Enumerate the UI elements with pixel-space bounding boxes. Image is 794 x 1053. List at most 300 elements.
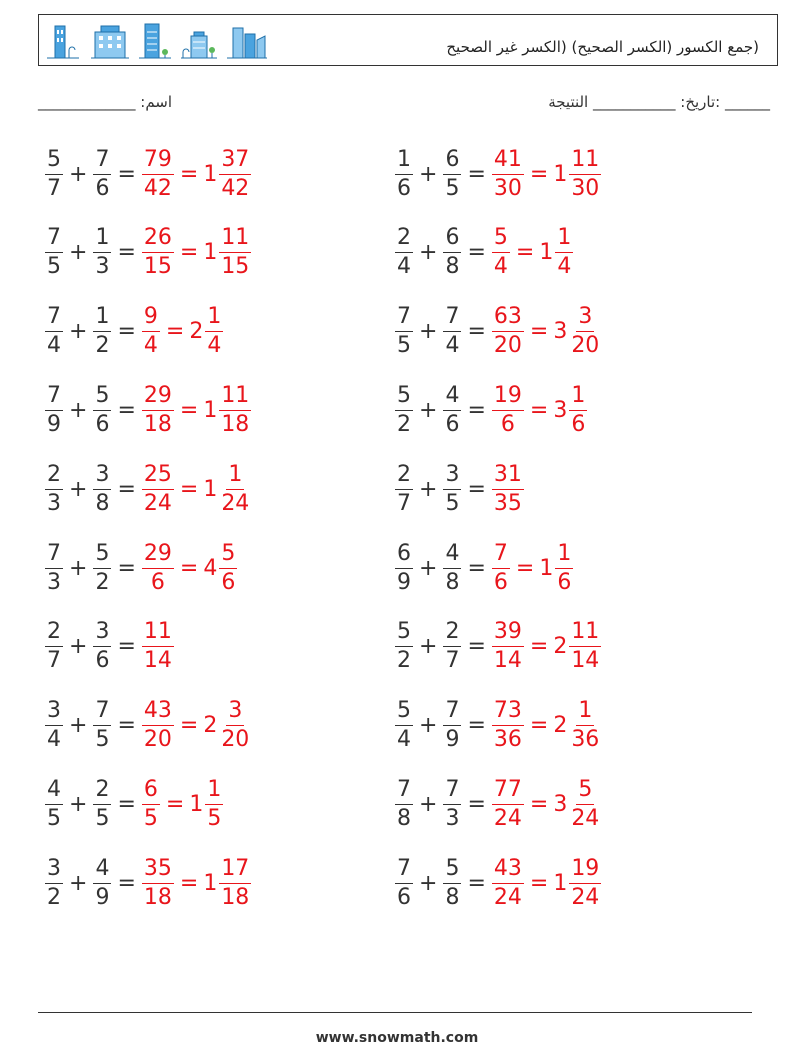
numerator: 5 [576, 779, 594, 805]
fraction-b [443, 776, 461, 831]
equals-sign: = [179, 713, 199, 739]
plus-sign: + [69, 634, 88, 660]
denominator: 18 [221, 884, 250, 910]
denominator: 35 [493, 490, 522, 516]
equals-sign: = [529, 319, 549, 345]
denominator: 30 [493, 175, 522, 201]
plus-sign: + [419, 319, 438, 345]
problem-row [44, 536, 238, 600]
mixed-fraction [555, 227, 573, 278]
denominator: 2 [47, 884, 61, 910]
equals-sign: = [179, 870, 199, 896]
fraction-a [395, 700, 413, 751]
plus-sign: + [419, 555, 438, 581]
numerator: 25 [142, 464, 174, 490]
denominator: 8 [445, 884, 460, 910]
denominator: 24 [493, 884, 522, 910]
answer [491, 146, 602, 201]
fraction-b [93, 776, 111, 831]
denominator: 24 [143, 490, 172, 516]
fraction-b [93, 146, 111, 201]
equals-sign: = [117, 791, 136, 817]
mixed-fraction [219, 227, 251, 278]
improper-result [142, 700, 174, 751]
numerator: 43 [492, 858, 524, 884]
numerator: 19 [569, 858, 601, 884]
problem-row [44, 378, 252, 442]
equals-sign: = [117, 555, 136, 581]
problem-row [394, 536, 574, 600]
mixed-number [553, 855, 602, 910]
numerator: 1 [555, 543, 573, 569]
fraction-a [395, 621, 413, 672]
numerator: 4 [93, 858, 111, 884]
denominator: 5 [47, 254, 61, 280]
equals-sign: = [515, 240, 535, 266]
equals-sign: = [529, 791, 549, 817]
name-line: اسم: _____________ [38, 93, 173, 111]
fraction-b [93, 382, 111, 437]
numerator: 35 [142, 858, 174, 884]
denominator: 36 [571, 727, 600, 753]
mixed-fraction [569, 306, 601, 357]
equals-sign: = [165, 319, 185, 345]
denominator: 5 [95, 727, 110, 753]
numerator: 3 [443, 464, 461, 490]
improper-result [492, 382, 524, 437]
problem-row [394, 142, 602, 206]
header-box [38, 14, 778, 66]
numerator: 3 [226, 700, 244, 726]
answer [491, 621, 602, 672]
equals-sign: = [529, 870, 549, 896]
answer [141, 855, 252, 910]
numerator: 6 [443, 149, 461, 175]
denominator: 3 [47, 490, 61, 516]
whole-part: 1 [203, 397, 218, 423]
denominator: 5 [445, 490, 460, 516]
equals-sign: = [467, 476, 486, 502]
denominator: 20 [571, 333, 600, 359]
equals-sign: = [467, 319, 486, 345]
answer [491, 700, 602, 751]
numerator: 1 [395, 149, 413, 175]
whole-part: 2 [189, 319, 204, 345]
denominator: 24 [571, 884, 600, 910]
fraction-b [93, 227, 111, 278]
denominator: 4 [557, 254, 572, 280]
equals-sign: = [117, 319, 136, 345]
problem-row [44, 300, 224, 364]
fraction-b [443, 700, 461, 751]
whole-part: 1 [539, 555, 554, 581]
numerator: 7 [395, 858, 413, 884]
improper-result [142, 227, 174, 278]
equals-sign: = [117, 240, 136, 266]
mixed-number [203, 461, 252, 516]
denominator: 4 [143, 333, 158, 359]
numerator: 63 [492, 306, 524, 332]
numerator: 26 [142, 227, 174, 253]
numerator: 7 [395, 306, 413, 332]
fraction-b [93, 540, 111, 595]
plus-sign: + [419, 870, 438, 896]
answer [491, 306, 602, 357]
mixed-fraction [569, 700, 601, 751]
fraction-a [395, 776, 413, 831]
denominator: 6 [445, 411, 460, 437]
numerator: 6 [395, 543, 413, 569]
numerator: 1 [93, 306, 111, 332]
fraction-a [45, 776, 63, 831]
denominator: 8 [397, 805, 411, 831]
denominator: 3 [95, 254, 110, 280]
fraction-a [395, 855, 413, 910]
problem-row [394, 221, 574, 285]
mixed-number [553, 306, 602, 357]
improper-result [142, 540, 174, 595]
mixed-number [203, 146, 252, 201]
denominator: 3 [47, 569, 61, 595]
equals-sign: = [117, 870, 136, 896]
answer [141, 700, 252, 751]
fraction-a [395, 227, 413, 278]
numerator: 3 [45, 858, 63, 884]
numerator: 4 [45, 779, 63, 805]
numerator: 7 [45, 385, 63, 411]
denominator: 4 [445, 333, 460, 359]
denominator: 18 [143, 884, 172, 910]
numerator: 7 [443, 779, 461, 805]
equals-sign: = [179, 161, 199, 187]
mixed-number [539, 540, 574, 595]
denominator: 6 [397, 884, 411, 910]
numerator: 7 [443, 306, 461, 332]
denominator: 24 [571, 805, 600, 831]
plus-sign: + [69, 476, 88, 502]
numerator: 5 [443, 858, 461, 884]
answer [141, 540, 238, 595]
denominator: 6 [221, 569, 236, 595]
numerator: 7 [45, 227, 63, 253]
mixed-fraction [219, 146, 251, 201]
denominator: 4 [47, 727, 61, 753]
whole-part: 2 [203, 713, 218, 739]
equals-sign: = [467, 397, 486, 423]
numerator: 3 [45, 700, 63, 726]
equals-sign: = [467, 713, 486, 739]
mixed-fraction [205, 776, 223, 831]
denominator: 15 [221, 254, 250, 280]
mixed-number [539, 227, 574, 278]
numerator: 77 [492, 779, 524, 805]
numerator: 37 [219, 149, 251, 175]
denominator: 8 [95, 490, 110, 516]
numerator: 5 [395, 700, 413, 726]
plus-sign: + [69, 555, 88, 581]
improper-result [492, 776, 524, 831]
improper-result [142, 382, 174, 437]
mixed-number [203, 382, 252, 437]
denominator: 2 [397, 411, 411, 437]
denominator: 2 [95, 569, 110, 595]
fraction-b [93, 700, 111, 751]
denominator: 6 [493, 569, 508, 595]
answer [141, 382, 252, 437]
answer [491, 540, 574, 595]
denominator: 14 [143, 648, 172, 674]
improper-result [492, 227, 510, 278]
answer [141, 776, 224, 831]
denominator: 9 [445, 727, 460, 753]
denominator: 6 [95, 648, 110, 674]
numerator: 11 [219, 227, 251, 253]
whole-part: 3 [553, 319, 568, 345]
improper-result [142, 306, 160, 357]
numerator: 3 [576, 306, 594, 332]
mixed-number [553, 700, 602, 751]
whole-part: 2 [553, 713, 568, 739]
whole-part: 1 [553, 870, 568, 896]
denominator: 4 [47, 333, 61, 359]
footer-url: www.snowmath.com [315, 1030, 479, 1046]
plus-sign: + [69, 319, 88, 345]
answer [491, 461, 525, 516]
improper-result [142, 621, 174, 672]
plus-sign: + [419, 634, 438, 660]
equals-sign: = [117, 476, 136, 502]
mixed-number [203, 700, 252, 751]
denominator: 6 [397, 175, 411, 201]
improper-result [492, 540, 510, 595]
building-icon [139, 20, 171, 62]
denominator: 24 [493, 805, 522, 831]
numerator: 31 [492, 464, 524, 490]
equals-sign: = [467, 240, 486, 266]
numerator: 5 [45, 149, 63, 175]
numerator: 1 [205, 306, 223, 332]
equals-sign: = [529, 713, 549, 739]
fraction-a [45, 700, 63, 751]
numerator: 41 [492, 149, 524, 175]
numerator: 9 [142, 306, 160, 332]
denominator: 7 [445, 648, 460, 674]
answer [141, 621, 175, 672]
equals-sign: = [467, 791, 486, 817]
equals-sign: = [515, 555, 535, 581]
denominator: 5 [143, 805, 158, 831]
numerator: 1 [576, 700, 594, 726]
denominator: 7 [397, 490, 411, 516]
numerator: 11 [569, 149, 601, 175]
denominator: 5 [397, 333, 411, 359]
improper-result [142, 146, 174, 201]
whole-part: 4 [203, 555, 218, 581]
numerator: 7 [93, 700, 111, 726]
equals-sign: = [179, 555, 199, 581]
numerator: 7 [45, 543, 63, 569]
improper-result [492, 621, 524, 672]
whole-part: 1 [203, 476, 218, 502]
denominator: 9 [47, 411, 61, 437]
plus-sign: + [419, 476, 438, 502]
problem-row [394, 615, 602, 679]
mixed-fraction [219, 855, 251, 910]
mixed-fraction [569, 855, 601, 910]
improper-result [142, 776, 160, 831]
mixed-number [553, 776, 602, 831]
building-icon [227, 20, 267, 62]
fraction-b [93, 306, 111, 357]
denominator: 6 [571, 411, 586, 437]
numerator: 19 [492, 385, 524, 411]
equals-sign: = [117, 161, 136, 187]
whole-part: 2 [553, 634, 568, 660]
fraction-b [443, 540, 461, 595]
numerator: 79 [142, 149, 174, 175]
mixed-fraction [219, 700, 251, 751]
numerator: 11 [142, 621, 174, 647]
numerator: 7 [395, 779, 413, 805]
equals-sign: = [117, 397, 136, 423]
whole-part: 1 [203, 161, 218, 187]
denominator: 6 [150, 569, 165, 595]
problem-row [394, 851, 602, 915]
equals-sign: = [179, 476, 199, 502]
numerator: 5 [395, 385, 413, 411]
mixed-fraction [219, 540, 237, 595]
denominator: 4 [397, 254, 411, 280]
footer-divider [38, 1012, 752, 1013]
numerator: 2 [45, 621, 63, 647]
fraction-b [443, 146, 461, 201]
denominator: 5 [47, 805, 61, 831]
numerator: 1 [555, 227, 573, 253]
fraction-a [395, 382, 413, 437]
equals-sign: = [117, 634, 136, 660]
plus-sign: + [69, 870, 88, 896]
numerator: 5 [395, 621, 413, 647]
problem-row [44, 615, 175, 679]
numerator: 1 [205, 779, 223, 805]
answer [491, 776, 602, 831]
equals-sign: = [179, 240, 199, 266]
mixed-fraction [555, 540, 573, 595]
numerator: 1 [93, 227, 111, 253]
equals-sign: = [165, 791, 185, 817]
denominator: 24 [221, 490, 250, 516]
building-icon [181, 20, 217, 62]
whole-part: 1 [203, 870, 218, 896]
equals-sign: = [467, 634, 486, 660]
numerator: 2 [45, 464, 63, 490]
denominator: 20 [493, 333, 522, 359]
numerator: 3 [93, 464, 111, 490]
plus-sign: + [419, 397, 438, 423]
answer [491, 855, 602, 910]
plus-sign: + [419, 791, 438, 817]
denominator: 36 [493, 727, 522, 753]
plus-sign: + [69, 240, 88, 266]
answer [141, 306, 224, 357]
fraction-b [93, 461, 111, 516]
plus-sign: + [69, 397, 88, 423]
denominator: 2 [95, 333, 110, 359]
fraction-a [45, 855, 63, 910]
problem-row [44, 772, 224, 836]
date-score-line: ______ :تاريخ: ___________ النتيجة [548, 93, 770, 111]
numerator: 5 [219, 543, 237, 569]
numerator: 7 [93, 149, 111, 175]
numerator: 6 [142, 779, 160, 805]
plus-sign: + [69, 791, 88, 817]
equals-sign: = [179, 397, 199, 423]
mixed-fraction [569, 146, 601, 201]
equals-sign: = [529, 397, 549, 423]
fraction-a [395, 540, 413, 595]
fraction-a [45, 621, 63, 672]
equals-sign: = [467, 161, 486, 187]
fraction-b [93, 621, 111, 672]
numerator: 2 [93, 779, 111, 805]
denominator: 5 [445, 175, 460, 201]
numerator: 7 [45, 306, 63, 332]
numerator: 7 [492, 543, 510, 569]
denominator: 5 [95, 805, 110, 831]
mixed-fraction [569, 621, 601, 672]
mixed-fraction [205, 306, 223, 357]
building-icon [45, 20, 81, 62]
fraction-a [395, 461, 413, 516]
mixed-fraction [569, 382, 587, 437]
problem-row [394, 300, 602, 364]
denominator: 20 [143, 727, 172, 753]
denominator: 2 [397, 648, 411, 674]
denominator: 4 [207, 333, 222, 359]
denominator: 14 [571, 648, 600, 674]
denominator: 5 [207, 805, 222, 831]
numerator: 17 [219, 858, 251, 884]
denominator: 4 [397, 727, 411, 753]
denominator: 30 [571, 175, 600, 201]
problem-row [394, 772, 602, 836]
numerator: 6 [443, 227, 461, 253]
problem-row [394, 378, 588, 442]
denominator: 6 [557, 569, 572, 595]
denominator: 6 [500, 411, 515, 437]
fraction-a [45, 461, 63, 516]
plus-sign: + [419, 240, 438, 266]
improper-result [492, 700, 524, 751]
numerator: 3 [93, 621, 111, 647]
numerator: 39 [492, 621, 524, 647]
fraction-b [443, 382, 461, 437]
improper-result [492, 306, 524, 357]
denominator: 18 [221, 411, 250, 437]
mixed-fraction [569, 776, 601, 831]
numerator: 1 [226, 464, 244, 490]
mixed-number [189, 776, 224, 831]
fraction-b [443, 306, 461, 357]
whole-part: 1 [553, 161, 568, 187]
problem-row [394, 694, 602, 758]
worksheet-title: (جمع الكسور (الكسر الصحيح) (الكسر غير الصحيح [446, 38, 759, 56]
fraction-a [45, 540, 63, 595]
denominator: 42 [221, 175, 250, 201]
equals-sign: = [467, 555, 486, 581]
numerator: 7 [443, 700, 461, 726]
mixed-number [553, 621, 602, 672]
